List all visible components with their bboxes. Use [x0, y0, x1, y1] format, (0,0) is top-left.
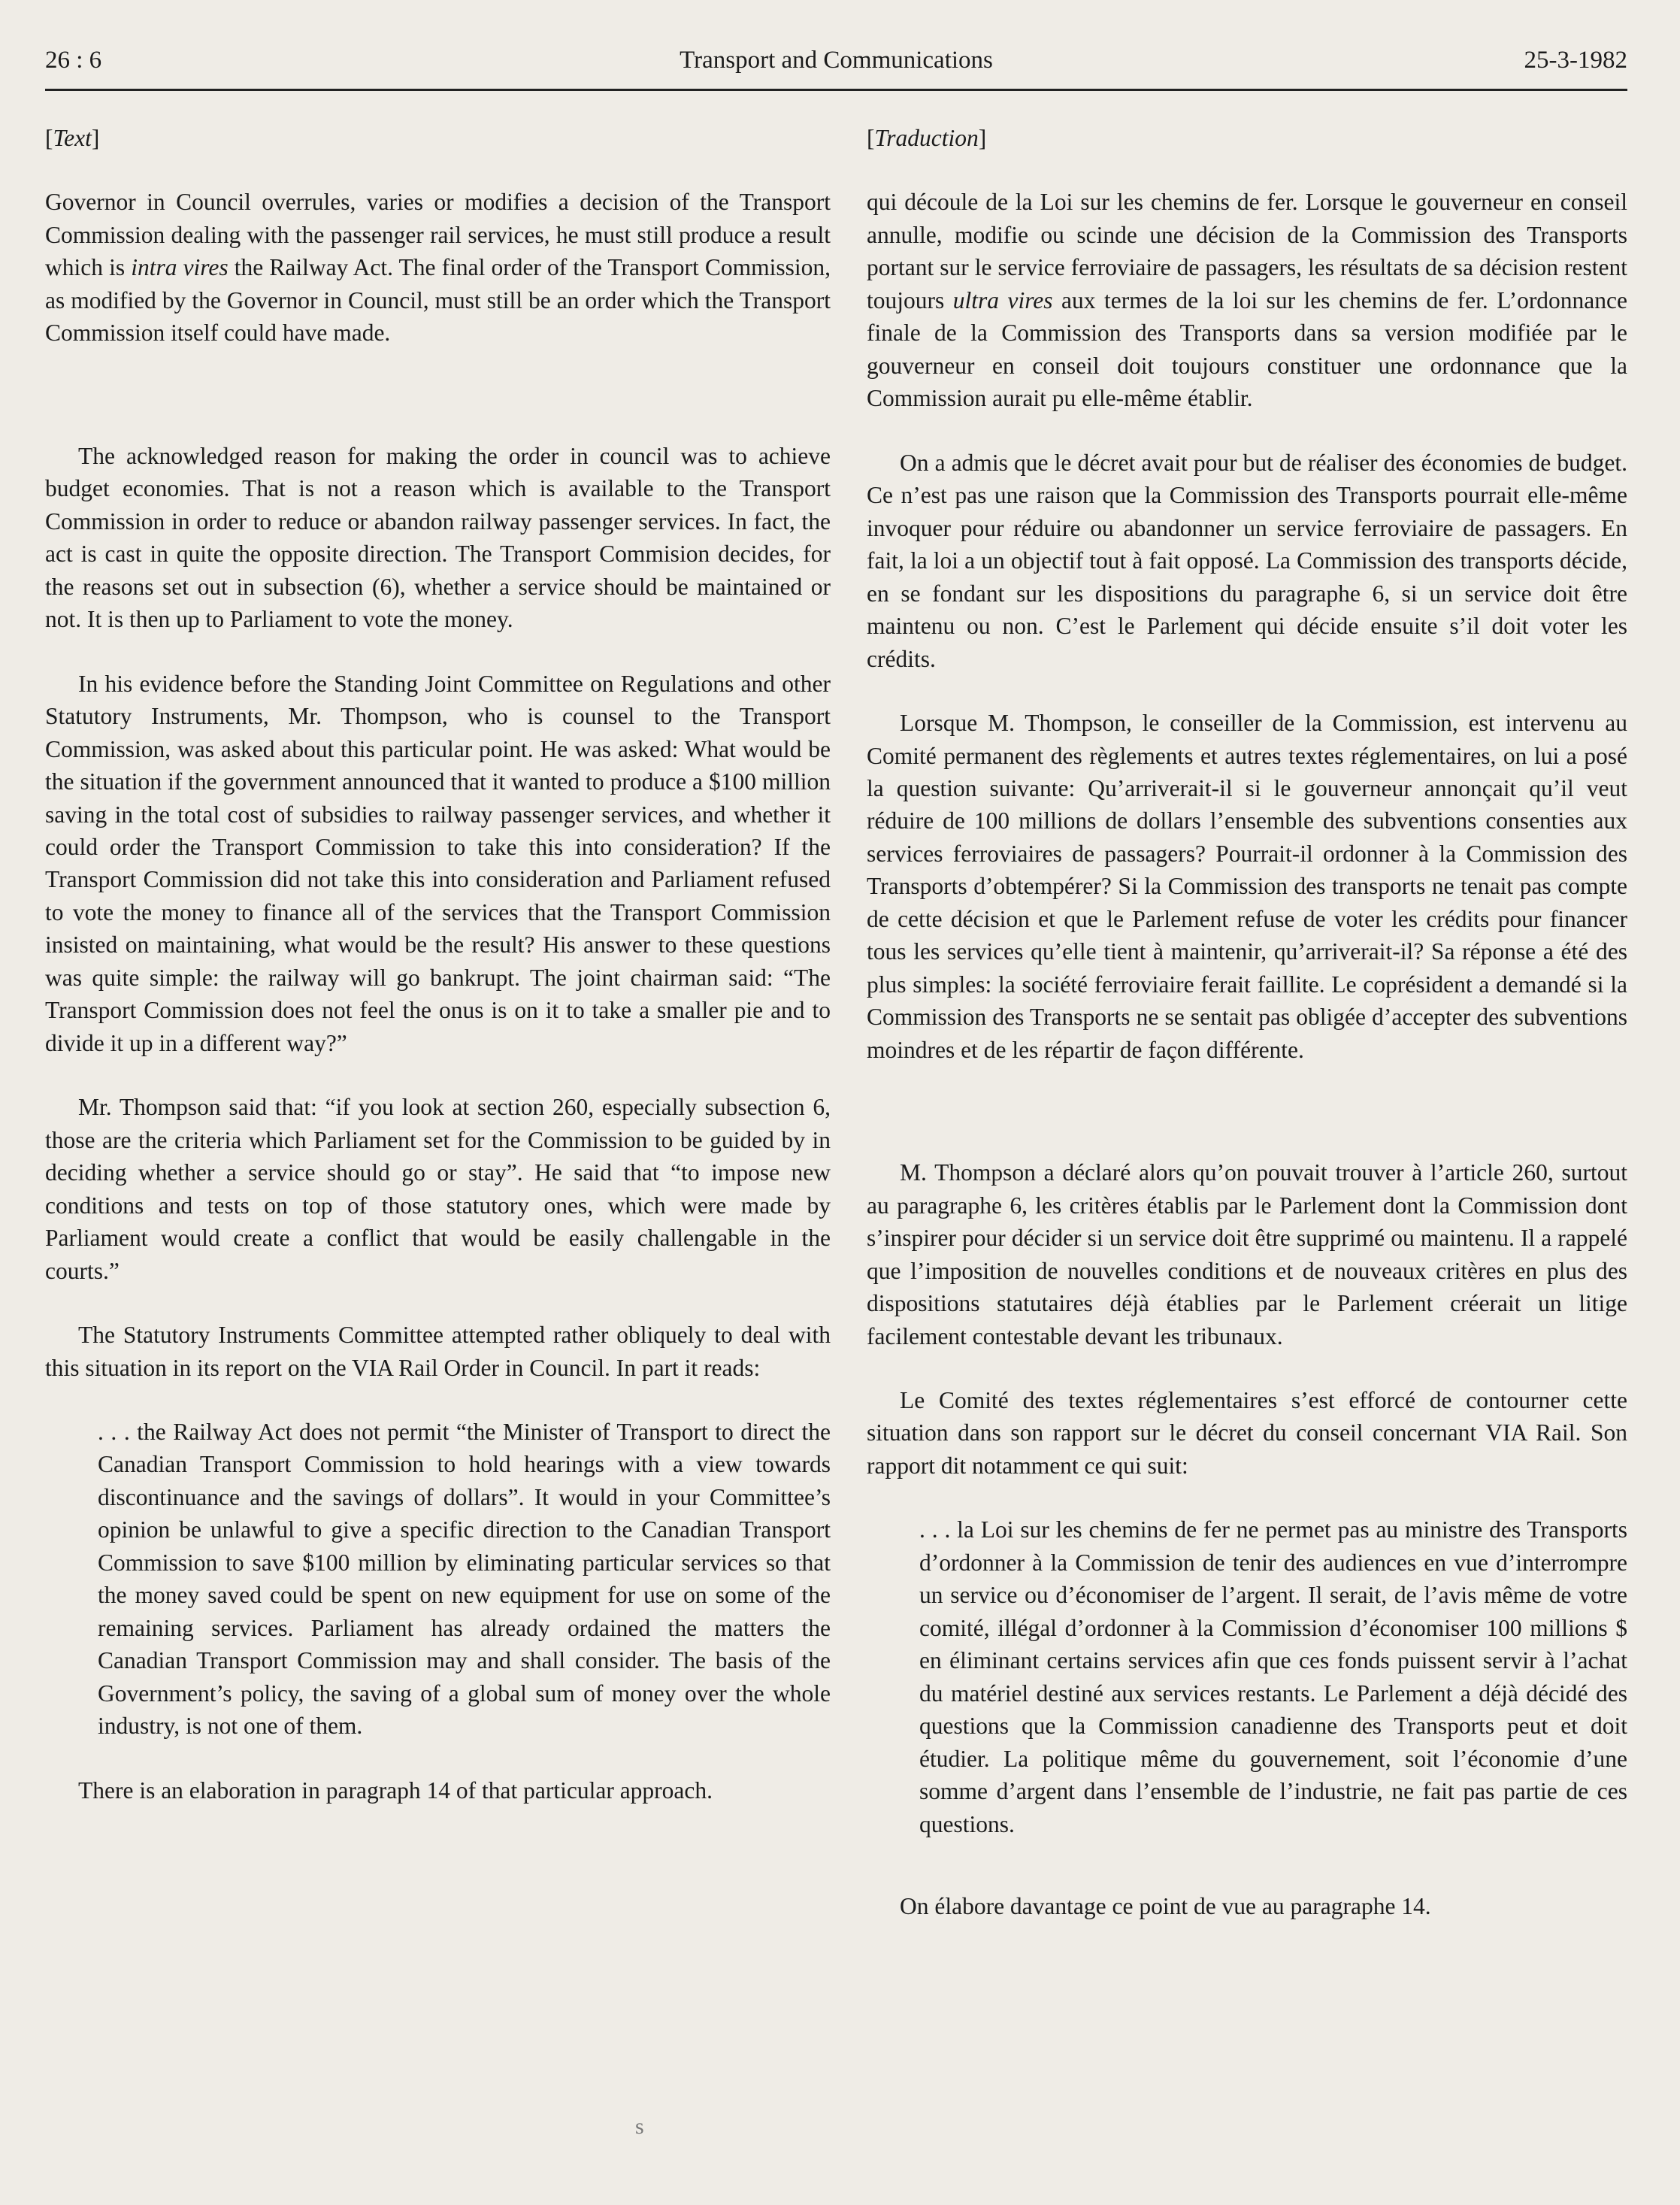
issue-date: 25-3-1982 [1524, 47, 1627, 74]
paragraph: On élabore davantage ce point de vue au paragraphe 14. [900, 1893, 1431, 1920]
block-quote: . . . the Railway Act does not permit “the Minister of Transport to direct the Canadian Transport Commission to hold hearings with a view towards discontinuance and the savings of dollars”. It would in your Committee’s opinion be unlawful to give a specific direction to the Canadian Transport Commission to save $100 million by eliminating particular services so that the money saved could be spent on new equipment for use on some of the remaining services. Parliament has already ordained the matters the Canadian Transport Commission may and shall consider. The basis of the Government’s policy, the saving of a global sum of money over the whole industry, is not one of them. [98, 1419, 831, 1740]
paragraph: Lorsque M. Thompson, le conseiller de la Commission, est intervenu au Comité permanent des règlements et autres textes réglementaires, on lui a posé la question suivante: Qu’arriverait-il si le gouverneur annonçait qu’il veut réduire de 100 millions de dollars l’ensemble des subventions consenties aux services ferroviaires de passagers? Pourrait-il ordonner à la Commission des Transports d’obtempérer? Si la Commission des transports ne tenait pas compte de cette décision et que le Parlement refuse de voter les crédits pour financer tous les services qu’elle tient à maintenir, qu’arriverait-il? Sa réponse a été des plus simples: la société ferroviaire ferait faillite. Le coprésident a demandé si la Commission des Transports ne se sentait pas obligée d’accepter des subventions moindres et de les répartir de façon différente. [867, 710, 1627, 1063]
paragraph: M. Thompson a déclaré alors qu’on pouvait trouver à l’article 260, surtout au paragraphe 6, les critères établis par le Parlement dont la Commission dont s’inspirer pour décider si un service doit être supprimé ou maintenu. Il a rappelé que l’imposition de nouvelles conditions et de nouveaux critères en plus des dispositions statutaires déjà établies par le Parlement créerait un litige facilement contestable devant les tribunaux. [867, 1159, 1627, 1349]
paragraph: In his evidence before the Standing Joint Committee on Regulations and other Statutory Instruments, Mr. Thompson, who is counsel to the Transport Commission, was asked about this particular point. He was asked: What would be the situation if the government announced that it wanted to produce a $100 million saving in the total cost of subsidies to railway passenger services, and whether it could order the Transport Commission to take this into consideration? If the Transport Commission did not take this into consideration and Parliament refused to vote the money to finance all of the services that the Transport Commission insisted on maintaining, what would be the result? His answer to these questions was quite simple: the railway will go bankrupt. The joint chairman said: “The Transport Commission does not feel the onus is on it to take a smaller pie and to divide it up in a different way?” [45, 670, 831, 1056]
paragraph: On a admis que le décret avait pour but de réaliser des économies de budget. Ce n’est pas une raison que la Commission des Transports pourrait elle-même invoquer pour réduire ou abandonner un service ferroviaire de passagers. En fait, la loi a un objectif tout à fait opposé. La Commission des transports décide, en se fondant sur les dispositions du paragraphe 6, si un service doit être maintenu ou non. C’est le Parlement qui décide ensuite s’il doit voter les crédits. [867, 449, 1627, 672]
english-column [45, 122, 831, 1838]
paragraph: There is an elaboration in paragraph 14 of that particular approach. [78, 1776, 713, 1804]
page-mark: s [635, 2114, 644, 2139]
paragraph: The acknowledged reason for making the order in council was to achieve budget economies. That is not a reason which is available to the Transport Commission in order to reduce or abandon railway passenger services. In fact, the act is cast in quite the opposite direction. The Transport Commision decides, for the reasons set out in subsection (6), whether a service should be maintained or not. It is then up to Parliament to vote the money. [45, 442, 831, 633]
column-label-text: [Text] [45, 125, 100, 151]
page-header [45, 42, 1627, 91]
block-quote: . . . la Loi sur les chemins de fer ne permet pas au ministre des Transports d’ordonner à la Commission de tenir des audiences en vue d’interrompre un service ou d’économiser de l’argent. Il serait, de l’avis même de votre comité, illégal d’ordonner à la Commission d’économiser 100 millions $ en éliminant certains services afin que ces fonds puissent servir à l’achat du matériel destiné aux services restants. Le Parlement a déjà décidé des questions que la Commission canadienne des Transports peut et doit étudier. La politique même du gouvernement, soit l’économie d’une somme d’argent dans l’ensemble de l’industrie, ne fait pas partie de ces questions. [919, 1516, 1627, 1837]
paragraph: qui découle de la Loi sur les chemins de fer. Lorsque le gouverneur en conseil annulle, modifie ou scinde une décision de la Commission des Transports portant sur le service ferroviaire de passagers, les résultats de sa décision restent toujours ultra vires aux termes de la loi sur les chemins de fer. L’ordonnance finale de la Commission des Transports dans sa version modifiée par le gouverneur en conseil doit toujours constituer une ordonnance que la Commission aurait pu elle-même établir. [867, 189, 1627, 412]
paragraph: Mr. Thompson said that: “if you look at section 260, especially subsection 6, those are the criteria which Parliament set for the Commission to be guided by in deciding whether a service should go or stay”. He said that “to impose new conditions and tests on top of those statutory ones, which were made by Parliament would create a conflict that would be easily challengable in the courts.” [45, 1094, 831, 1284]
publication-title: Transport and Communications [680, 47, 993, 74]
column-label-traduction: [Traduction] [867, 125, 987, 151]
paragraph: Governor in Council overrules, varies or modifies a decision of the Transport Commission dealing with the passenger rail services, he must still produce a result which is intra vires the Railway Act. The final order of the Transport Commission, as modified by the Governor in Council, must still be an order which the Transport Commission itself could have made. [45, 189, 831, 347]
french-column [867, 122, 1627, 1955]
paragraph: The Statutory Instruments Committee attempted rather obliquely to deal with this situation in its report on the VIA Rail Order in Council. In part it reads: [45, 1322, 831, 1381]
page-number: 26 : 6 [45, 47, 102, 74]
paragraph: Le Comité des textes réglementaires s’est efforcé de contourner cette situation dans son rapport sur le décret du conseil concernant VIA Rail. Son rapport dit notamment ce qui suit: [867, 1387, 1627, 1479]
